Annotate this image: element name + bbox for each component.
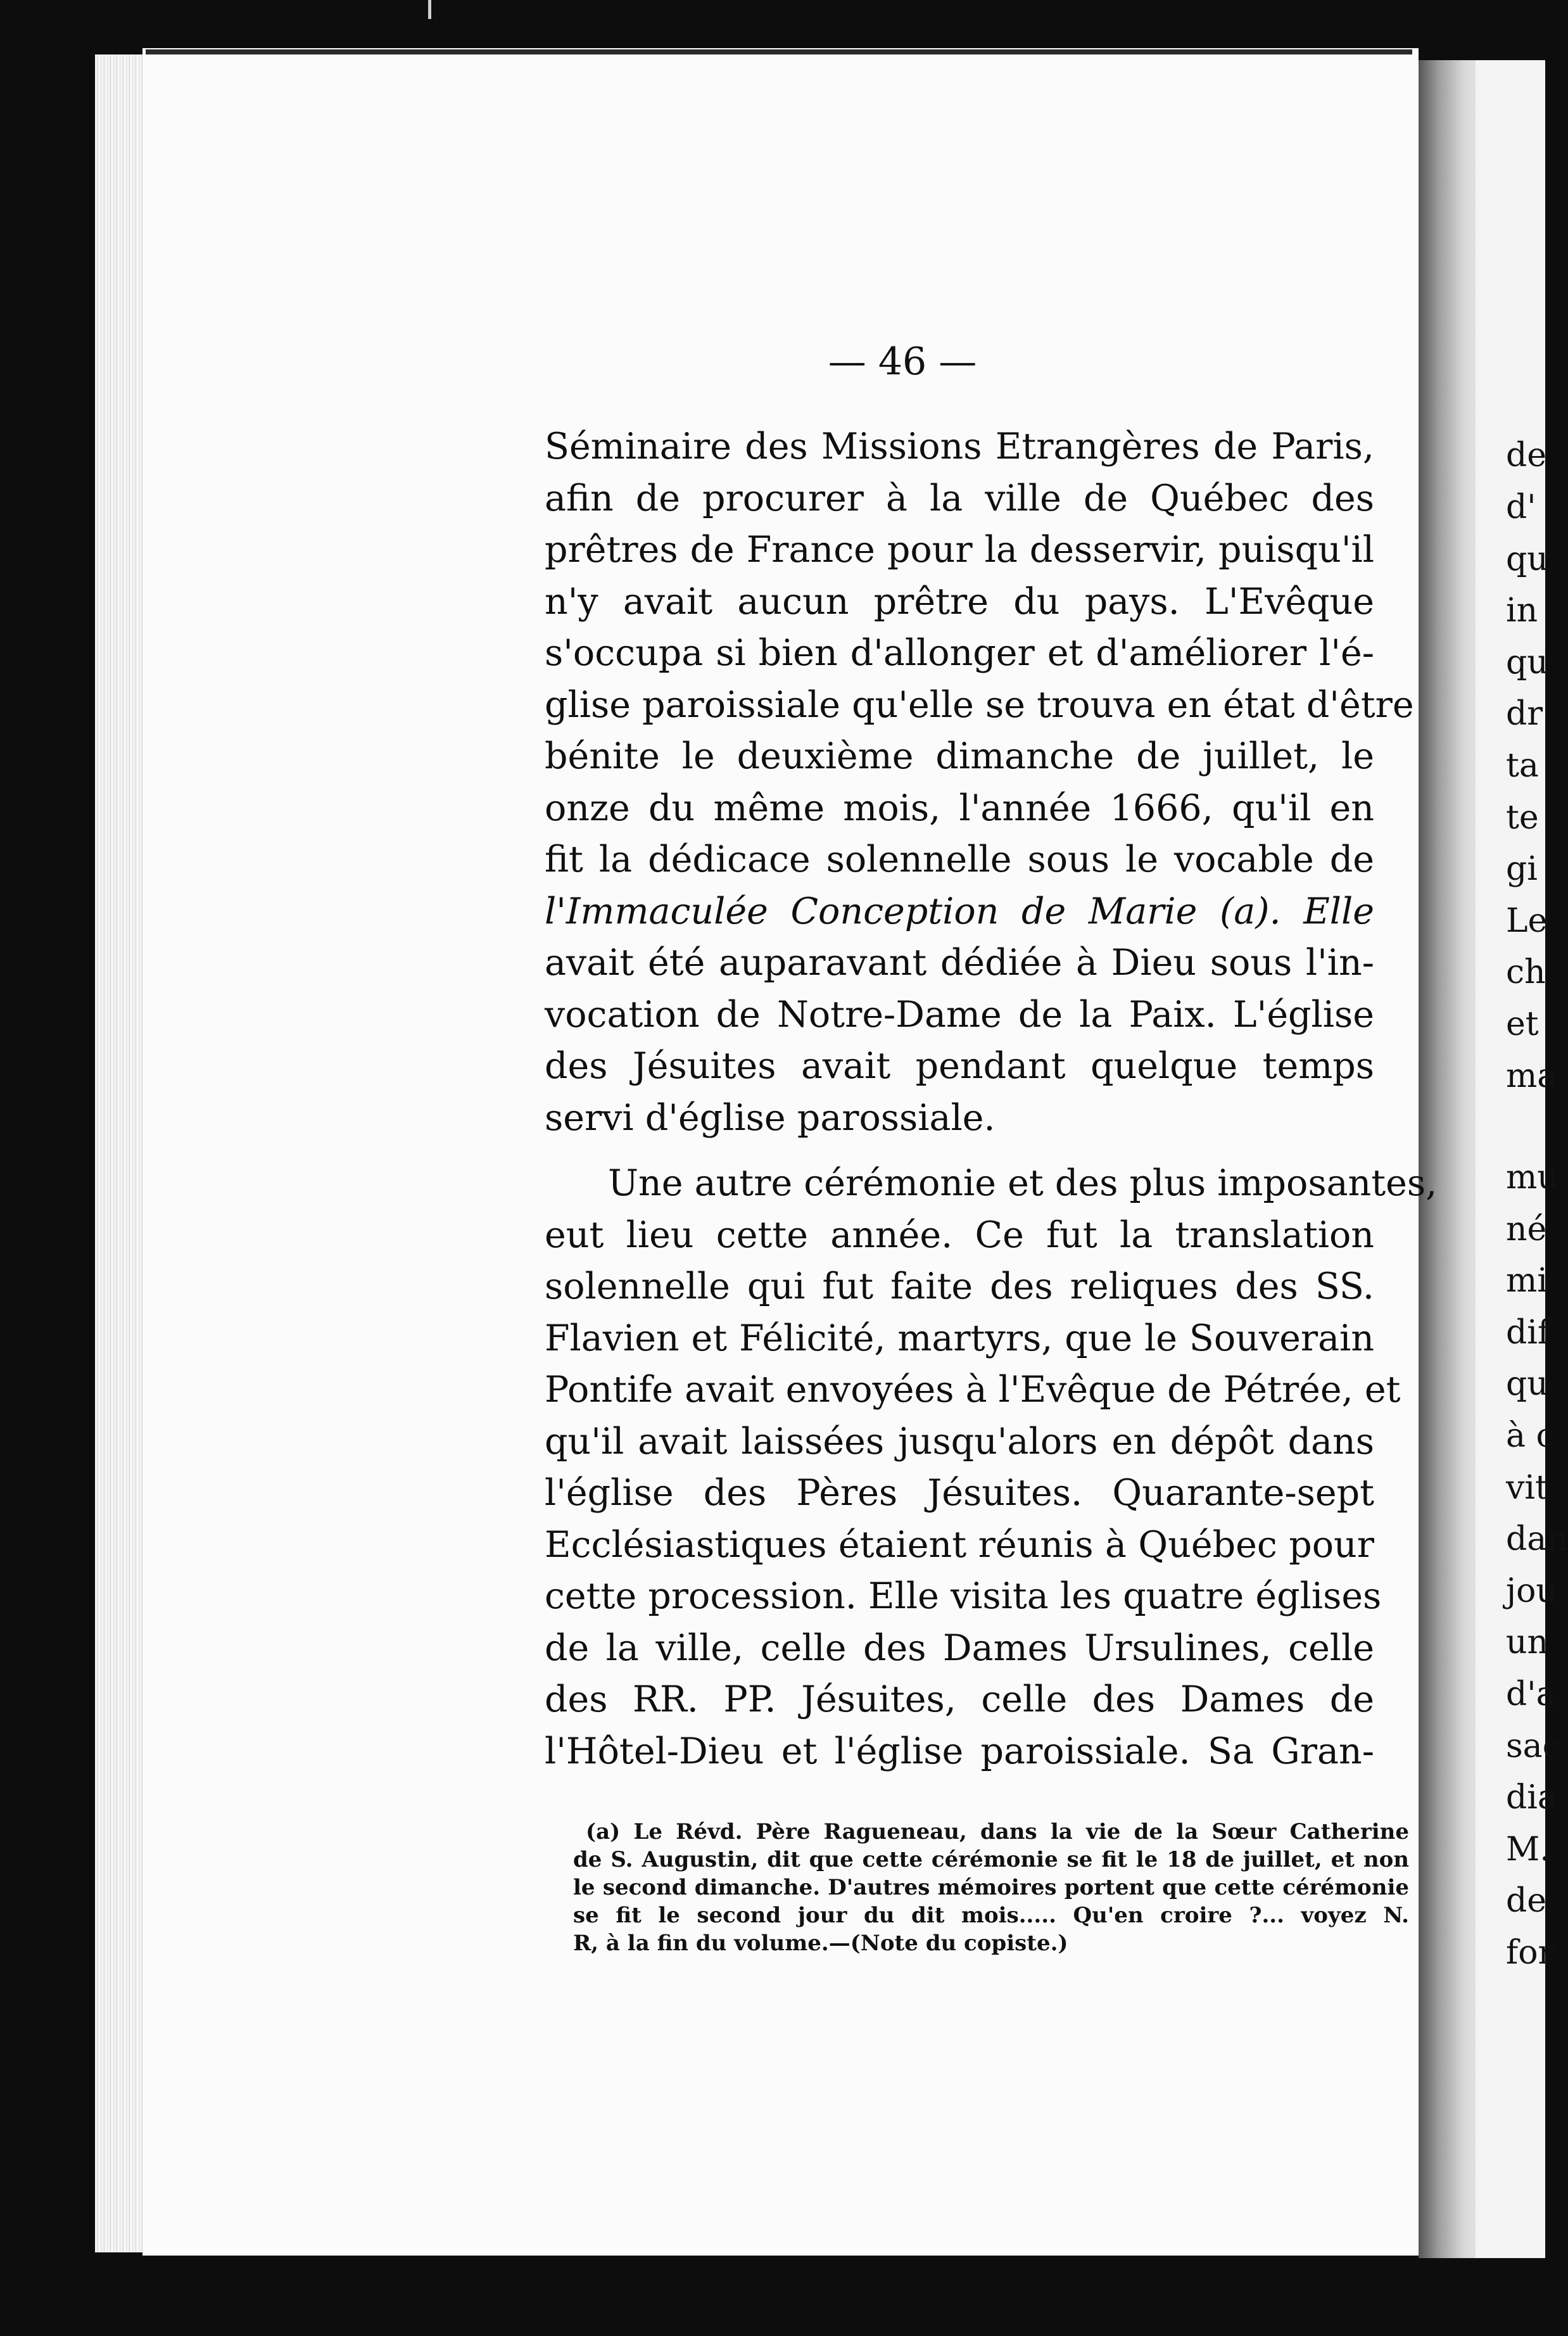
text-line: eut lieu cette année. Ce fut la translation <box>545 1214 1374 1256</box>
text-line: des Jésuites avait pendant quelque temps <box>545 1045 1374 1087</box>
facing-fragment: mu <box>1506 1158 1559 1197</box>
text-line: s'occupa si bien d'allonger et d'améliorer l'é- <box>545 632 1374 674</box>
text-line: cette procession. Elle visita les quatre églises <box>545 1575 1382 1617</box>
facing-page <box>1476 60 1568 2258</box>
facing-fragment: ch <box>1506 953 1546 991</box>
facing-fragment: ma <box>1506 1057 1557 1095</box>
text-line: avait été auparavant dédiée à Dieu sous l'in- <box>545 942 1374 984</box>
facing-fragment: dif <box>1506 1314 1550 1352</box>
footnote-line: de S. Augustin, dit que cette cérémonie se fit le 18 de juillet, et non <box>573 1847 1409 1872</box>
facing-fragment: dan <box>1506 1520 1568 1558</box>
text-line: Ecclésiastiques étaient réunis à Québec pour <box>545 1523 1374 1566</box>
text-line: vocation de Notre-Dame de la Paix. L'église <box>545 993 1374 1036</box>
text-line: n'y avait aucun prêtre du pays. L'Evêque <box>545 580 1374 623</box>
facing-fragment: for <box>1506 1934 1554 1972</box>
footnote-line: se fit le second jour du dit mois..... Qu'en croire ?... voyez N. <box>573 1903 1409 1928</box>
text-line: glise paroissiale qu'elle se trouva en état d'être <box>545 683 1414 726</box>
facing-fragment: M. <box>1506 1831 1550 1869</box>
facing-fragment: in <box>1506 592 1538 630</box>
text-line: l'Immaculée Conception de Marie (a). Elle <box>545 890 1374 932</box>
facing-fragment: et <box>1506 1005 1539 1043</box>
text-line: qu'il avait laissées jusqu'alors en dépôt dans <box>545 1420 1374 1463</box>
facing-fragment: vit <box>1506 1469 1548 1507</box>
facing-fragment: de <box>1506 436 1547 474</box>
text-line: Pontife avait envoyées à l'Evêque de Pétrée, et <box>545 1369 1401 1411</box>
text-line: l'Hôtel-Dieu et l'église paroissiale. Sa Gran- <box>545 1730 1374 1772</box>
facing-fragment: qu <box>1506 540 1548 578</box>
text-line: l'église des Pères Jésuites. Quarante-sept <box>545 1472 1374 1514</box>
facing-fragment: Le <box>1506 902 1548 940</box>
facing-fragment: gi <box>1506 850 1538 888</box>
text-line: afin de procurer à la ville de Québec des <box>545 477 1374 519</box>
paragraph-spacer <box>545 1144 1374 1158</box>
facing-fragment: te <box>1506 799 1539 837</box>
facing-fragment: qu <box>1506 1365 1548 1403</box>
text-line: solennelle qui fut faite des reliques des SS. <box>545 1266 1374 1307</box>
page-top-edge <box>146 49 1412 54</box>
text-line: prêtres de France pour la desservir, puisqu'il <box>545 529 1374 571</box>
facing-fragment: dia <box>1506 1779 1557 1817</box>
facing-fragment: ta <box>1506 747 1539 785</box>
text-line: bénite le deuxième dimanche de juillet, le <box>545 735 1374 777</box>
facing-fragment: à c <box>1506 1417 1555 1455</box>
text-line: des RR. PP. Jésuites, celle des Dames de <box>545 1679 1374 1720</box>
footnote <box>573 1818 1409 1957</box>
footnote-line: (a) Le Révd. Père Ragueneau, dans la vie de la Sœur Catherine <box>586 1819 1409 1844</box>
facing-fragment: qu <box>1506 644 1548 682</box>
text-line: Séminaire des Missions Etrangères de Paris, <box>545 426 1374 467</box>
text-line: Une autre cérémonie et des plus imposantes, <box>608 1162 1438 1204</box>
facing-fragment: né <box>1506 1210 1547 1248</box>
footnote-line: R, à la fin du volume.—(Note du copiste.) <box>573 1931 1068 1956</box>
text-line: fit la dédicace solennelle sous le vocable de <box>545 839 1374 880</box>
facing-fragment: sac <box>1506 1727 1561 1765</box>
facing-fragment: d'a <box>1506 1675 1556 1713</box>
text-line: Flavien et Félicité, martyrs, que le Souverain <box>545 1317 1374 1359</box>
footnote-line: le second dimanche. D'autres mémoires portent que cette cérémonie <box>573 1875 1409 1900</box>
facing-fragment: dr <box>1506 695 1543 733</box>
scan-speck <box>428 0 431 19</box>
text-line: de la ville, celle des Dames Ursulines, celle <box>545 1627 1374 1669</box>
text-line: onze du même mois, l'année 1666, qu'il en <box>545 787 1374 829</box>
facing-fragment: mi <box>1506 1262 1548 1300</box>
page-number: — 46 — <box>828 340 977 384</box>
facing-fragment: de <box>1506 1882 1547 1920</box>
facing-fragment: d' <box>1506 488 1536 526</box>
facing-fragment: jou <box>1506 1572 1557 1610</box>
body-text <box>545 421 1438 1777</box>
facing-fragment: un <box>1506 1623 1548 1661</box>
text-line: servi d'église parossiale. <box>545 1096 996 1139</box>
